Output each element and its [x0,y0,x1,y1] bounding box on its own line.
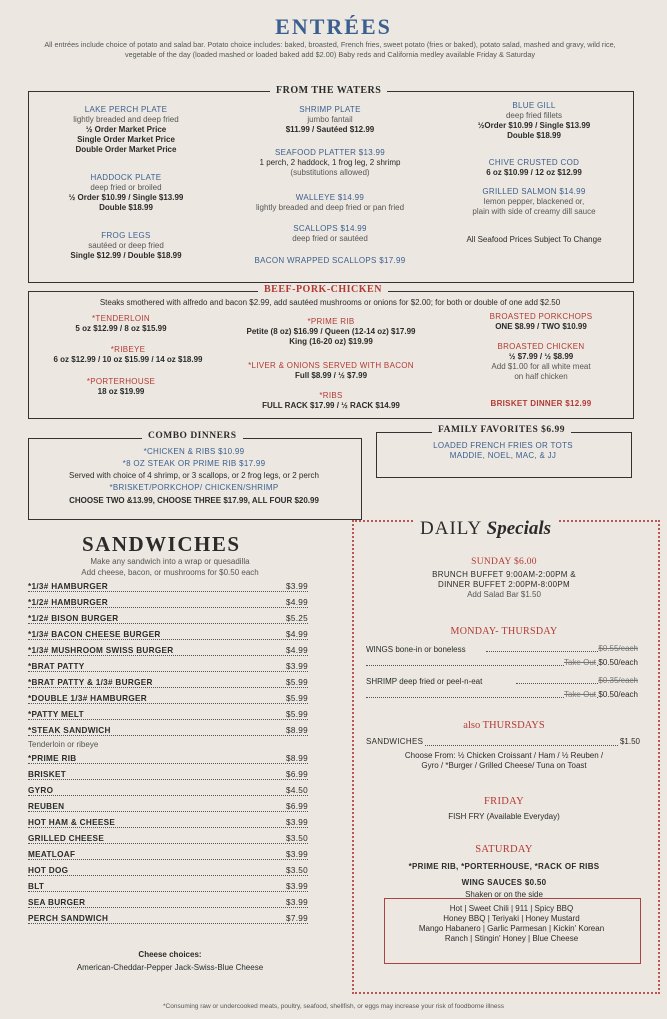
sandwich-leader [28,923,308,924]
sandwich-row [28,898,308,911]
sandwich-leader [28,623,308,624]
sandwich-row [28,818,308,831]
thursday-sandwich-row [366,737,640,749]
sandwich-leader [28,763,308,764]
sandwich-row [28,786,308,799]
thursday-sandwiches-label: SANDWICHES [366,737,424,746]
family-favorites-title: FAMILY FAVORITES $6.99 [432,425,571,435]
sandwich-price: $3.50 [286,834,308,843]
haddock-price-2: Double $18.99 [99,203,153,212]
shrimp-special-label: SHRIMP deep fried or peel-n-eat [366,677,483,686]
sandwich-leader [28,795,308,796]
blue-gill-price-2: Double $18.99 [507,131,561,140]
sandwich-price: $5.25 [286,614,308,623]
sandwich-leader [28,687,308,688]
sandwich-name: *BRAT PATTY & 1/3# BURGER [28,678,153,687]
wing-sauces-list [384,904,639,944]
sandwich-leader [28,779,308,780]
haddock-name: HADDOCK PLATE [90,173,162,182]
haddock-price-1: ½ Order $10.99 / Single $13.99 [68,193,184,202]
sandwich-price: $4.99 [286,646,308,655]
combo-dinners-content [32,447,356,506]
lake-perch-block [36,105,216,155]
page-title: ENTRÉES [275,14,392,39]
sandwich-name: BLT [28,882,45,891]
sandwiches-sub-2: Add cheese, bacon, or mushrooms for $0.50 each [81,568,259,577]
shrimp-new-price: $0.50/each [598,690,638,699]
broasted-chicken-block [456,342,626,382]
sandwich-name: *PATTY MELT [28,710,84,719]
prime-rib-block [226,317,436,347]
wings-row [366,645,638,671]
broasted-chicken-note-1: Add $1.00 for all white meat [491,362,591,371]
sandwich-name: *1/3# MUSHROOM SWISS BURGER [28,646,174,655]
walleye-name: WALLEYE $14.99 [295,193,365,202]
lake-perch-double: Double Order Market Price [75,145,177,154]
walleye-desc: lightly breaded and deep fried or pan fried [255,203,405,212]
shrimp-price: $11.99 / Sautéed $12.99 [285,125,375,134]
lake-perch-desc: lightly breaded and deep fried [73,115,179,124]
combo-pricing: CHOOSE TWO &13.99, CHOOSE THREE $17.99, ALL FOUR $20.99 [69,496,319,505]
porkchops-price: ONE $8.99 / TWO $10.99 [495,322,587,331]
blue-gill-price-1: ½Order $10.99 / Single $13.99 [477,121,591,130]
sandwich-name: MEATLOAF [28,850,76,859]
sandwich-price: $3.99 [286,882,308,891]
combo-dinners-title: COMBO DINNERS [142,431,243,441]
frog-legs-desc: sautéed or deep fried [88,241,164,250]
sandwich-name: *1/2# HAMBURGER [28,598,109,607]
sandwich-price: $4.99 [286,598,308,607]
frog-legs-block [36,231,216,261]
frog-legs-name: FROG LEGS [101,231,151,240]
shrimp-name: SHRIMP PLATE [299,105,361,114]
wings-label: WINGS bone-in or boneless [366,645,466,654]
saturday-title: SATURDAY [475,844,533,855]
ribeye-name: *RIBEYE [110,345,146,354]
lake-perch-single: Single Order Market Price [77,135,175,144]
chive-cod-block [444,158,624,178]
sandwich-leader [28,703,308,704]
thursday-choices-2: Gyro / *Burger / Grilled Cheese/ Tuna on Toast [421,761,587,770]
sandwich-leader [28,859,308,860]
chive-cod-name: CHIVE CRUSTED COD [488,158,580,167]
sandwich-price: $3.99 [286,850,308,859]
entrees-intro: All entrées include choice of potato and salad bar. Potato choice includes: baked, broasted, French fries, sweet potato (fries or baked), potato salad, mashed and gravy, wild rice, vegetable of the day (loaded mashed or loaded baked add $2.00) Baby reds and California medley available Friday & Saturday [44,40,616,59]
ribs-block [226,391,436,411]
shrimp-old-price: $0.35/each [598,676,638,685]
porkchops-block [456,312,626,332]
sandwich-row [28,802,308,815]
seafood-price-note: All Seafood Prices Subject To Change [466,235,602,244]
wings-takeout: Take Out [563,658,596,667]
combo-chicken-ribs: *CHICKEN & RIBS $10.99 [143,447,245,456]
sandwich-name: BRISKET [28,770,67,779]
salmon-block [444,187,624,217]
ribeye-price: 6 oz $12.99 / 10 oz $15.99 / 14 oz $18.99 [53,355,203,364]
wing-sauces-line-2: Honey BBQ | Teriyaki | Honey Mustard [443,914,580,923]
sunday-salad: Add Salad Bar $1.50 [467,590,541,599]
lake-perch-name: LAKE PERCH PLATE [84,105,168,114]
sandwich-name: HOT HAM & CHEESE [28,818,116,827]
porkchops-name: BROASTED PORKCHOPS [489,312,593,321]
sandwich-row [28,598,308,611]
sunday-brunch: BRUNCH BUFFET 9:00AM-2:00PM & [432,570,576,579]
sandwich-name: GYRO [28,786,54,795]
ribs-name: *RIBS [319,391,343,400]
sandwich-name: *DOUBLE 1/3# HAMBURGER [28,694,147,703]
wing-sauces-line-3: Mango Habanero | Garlic Parmesan | Kickin' Korean [418,924,605,933]
daily-specials-title [414,518,557,540]
sandwich-name: *PRIME RIB [28,754,77,763]
sandwich-row [28,754,308,767]
sandwich-name: GRILLED CHEESE [28,834,105,843]
sandwich-price: $5.99 [286,678,308,687]
sandwich-row [28,866,308,879]
sandwich-price: $8.99 [286,726,308,735]
sandwich-price: $4.99 [286,630,308,639]
chive-cod-price: 6 oz $10.99 / 12 oz $12.99 [486,168,582,177]
cheese-choices-list: American-Cheddar-Pepper Jack-Swiss-Blue Cheese [76,963,264,972]
sandwich-leader [28,607,308,608]
beef-pork-chicken-title: BEEF-PORK-CHICKEN [258,284,388,295]
porterhouse-block [36,377,206,397]
steak-sandwich-note: Tenderloin or ribeye [28,740,99,749]
sandwich-row [28,726,308,739]
porterhouse-price: 18 oz $19.99 [97,387,145,396]
sunday-dinner: DINNER BUFFET 2:00PM-8:00PM [438,580,570,589]
combo-steak: *8 OZ STEAK OR PRIME RIB $17.99 [122,459,266,468]
daily-specials-title-1: DAILY [420,518,483,539]
sandwich-leader [28,827,308,828]
thursday-sandwiches-price: $1.50 [619,737,640,746]
shrimp-desc: jumbo fantail [307,115,353,124]
sandwich-row [28,678,308,691]
sandwich-leader [28,655,308,656]
ribeye-block [30,345,226,365]
sandwich-row [28,850,308,863]
thursday-choices-1: Choose From: ½ Chicken Croissant / Ham / ½ Reuben / [404,751,604,760]
combo-served-with: Served with choice of 4 shrimp, or 3 scallops, or 2 frog legs, or 2 perch [69,471,319,480]
prime-rib-price-1: Petite (8 oz) $16.99 / Queen (12-14 oz) $17.99 [246,327,416,336]
from-the-waters-title: FROM THE WATERS [270,85,387,96]
broasted-chicken-price: ½ $7.99 / ½ $8.99 [508,352,574,361]
sandwich-leader [28,891,308,892]
sandwich-row [28,694,308,707]
liver-price: Full $8.99 / ½ $7.99 [294,371,368,380]
salmon-desc-1: lemon pepper, blackened or, [483,197,585,206]
sandwich-row [28,630,308,643]
sandwich-row [28,614,308,627]
sandwich-row [28,770,308,783]
sandwich-price: $7.99 [286,914,308,923]
lake-perch-half: ½ Order Market Price [85,125,167,134]
thursday-choices [360,751,648,771]
foodborne-warning: *Consuming raw or undercooked meats, poultry, seafood, shellfish, or eggs may increase your risk of foodborne illness [163,1003,504,1010]
friday-fish-fry: FISH FRY (Available Everyday) [448,812,560,821]
cheese-choices-title: Cheese choices: [138,950,202,959]
sandwich-price: $5.99 [286,694,308,703]
bacon-scallops-name: BACON WRAPPED SCALLOPS $17.99 [254,256,406,265]
wings-leader-2 [366,665,638,666]
haddock-desc: deep fried or broiled [90,183,162,192]
sandwich-price: $6.99 [286,770,308,779]
liver-name: *LIVER & ONIONS SERVED WITH BACON [248,361,414,370]
scallops-desc: deep fried or sautéed [292,234,368,243]
shrimp-special-row [366,677,638,703]
wing-sauces-sub: Shaken or on the side [465,890,543,899]
sandwich-row [28,834,308,847]
salmon-name: GRILLED SALMON $14.99 [482,187,586,196]
sunday-block [360,557,648,600]
scallops-block [232,224,428,244]
sandwich-name: PERCH SANDWICH [28,914,109,923]
sandwich-name: *1/3# BACON CHEESE BURGER [28,630,161,639]
shrimp-takeout: Take Out [563,690,596,699]
ribs-price: FULL RACK $17.99 / ½ RACK $14.99 [262,401,400,410]
haddock-block [36,173,216,213]
seafood-platter-note: (substitutions allowed) [290,168,370,177]
tenderloin-name: *TENDERLOIN [92,314,150,323]
sandwich-leader [28,735,308,736]
broasted-chicken-note-2: on half chicken [514,372,568,381]
sandwich-row [28,914,308,927]
sandwich-price: $3.50 [286,866,308,875]
saturday-items: *PRIME RIB, *PORTERHOUSE, *RACK OF RIBS [408,862,600,871]
family-names: MADDIE, NOEL, MAC, & JJ [449,451,557,460]
sandwich-price: $3.99 [286,818,308,827]
thursday-title: also THURSDAYS [463,720,545,731]
sandwich-name: REUBEN [28,802,65,811]
sandwich-name: HOT DOG [28,866,69,875]
sandwich-row [28,882,308,895]
brisket-dinner-name: BRISKET DINNER $12.99 [490,399,592,408]
wings-new-price: $0.50/each [598,658,638,667]
sandwich-leader [28,671,308,672]
sandwich-leader [28,811,308,812]
wing-sauces-line-4: Ranch | Stingin' Honey | Blue Cheese [444,934,579,943]
shrimp-leader-2 [366,697,638,698]
combo-choices: *BRISKET/PORKCHOP/ CHICKEN/SHRIMP [109,483,279,492]
sandwich-leader [28,875,308,876]
sandwich-leader [28,639,308,640]
sandwich-name: *BRAT PATTY [28,662,85,671]
walleye-block [232,193,428,213]
sandwich-name: *1/3# HAMBURGER [28,582,109,591]
blue-gill-desc: deep fried fillets [505,111,563,120]
sandwiches-sub-1: Make any sandwich into a wrap or quesadilla [90,557,250,566]
sandwich-row [28,662,308,675]
porterhouse-name: *PORTERHOUSE [86,377,156,386]
liver-block [226,361,436,381]
steak-toppings-note: Steaks smothered with alfredo and bacon $2.99, add sautéed mushrooms or onions for $2.00; for both or double of one add $2.50 [99,298,561,307]
sandwich-price: $4.50 [286,786,308,795]
blue-gill-name: BLUE GILL [512,101,556,110]
seafood-platter-block [232,148,428,178]
wings-old-price: $0.55/each [598,644,638,653]
family-fries: LOADED FRENCH FRIES OR TOTS [433,441,573,450]
blue-gill-block [444,101,624,141]
prime-rib-name: *PRIME RIB [307,317,355,326]
sunday-title: SUNDAY $6.00 [471,557,537,567]
sandwich-price: $3.99 [286,582,308,591]
shrimp-block [232,105,428,135]
sandwich-leader [28,907,308,908]
sandwich-row [28,646,308,659]
seafood-platter-desc: 1 perch, 2 haddock, 1 frog leg, 2 shrimp [259,158,401,167]
family-favorites-content [380,441,626,461]
wing-sauces-line-1: Hot | Sweet Chili | 911 | Spicy BBQ [449,904,574,913]
salmon-desc-2: plain with side of creamy dill sauce [472,207,596,216]
sandwich-row [28,582,308,595]
sandwich-price: $8.99 [286,754,308,763]
daily-specials-title-2: Specials [486,518,552,539]
sandwich-leader [28,719,308,720]
sandwich-price: $5.99 [286,710,308,719]
scallops-name: SCALLOPS $14.99 [293,224,367,233]
sandwich-row [28,710,308,723]
prime-rib-price-2: King (16-20 oz) $19.99 [289,337,373,346]
wing-sauces-title: WING SAUCES $0.50 [461,878,547,887]
sandwich-name: SEA BURGER [28,898,86,907]
monthu-title: MONDAY- THURSDAY [450,626,558,637]
tenderloin-block [36,314,206,334]
seafood-platter-name: SEAFOOD PLATTER $13.99 [274,148,386,157]
tenderloin-price: 5 oz $12.99 / 8 oz $15.99 [75,324,167,333]
sandwich-price: $3.99 [286,662,308,671]
sandwich-name: *1/2# BISON BURGER [28,614,119,623]
sandwich-price: $3.99 [286,898,308,907]
frog-legs-price: Single $12.99 / Double $18.99 [70,251,182,260]
sandwich-price: $6.99 [286,802,308,811]
sandwich-leader [28,591,308,592]
sandwiches-title: SANDWICHES [82,532,241,556]
broasted-chicken-name: BROASTED CHICKEN [497,342,585,351]
sandwich-leader [28,843,308,844]
sandwich-name: *STEAK SANDWICH [28,726,111,735]
friday-title: FRIDAY [484,796,524,807]
